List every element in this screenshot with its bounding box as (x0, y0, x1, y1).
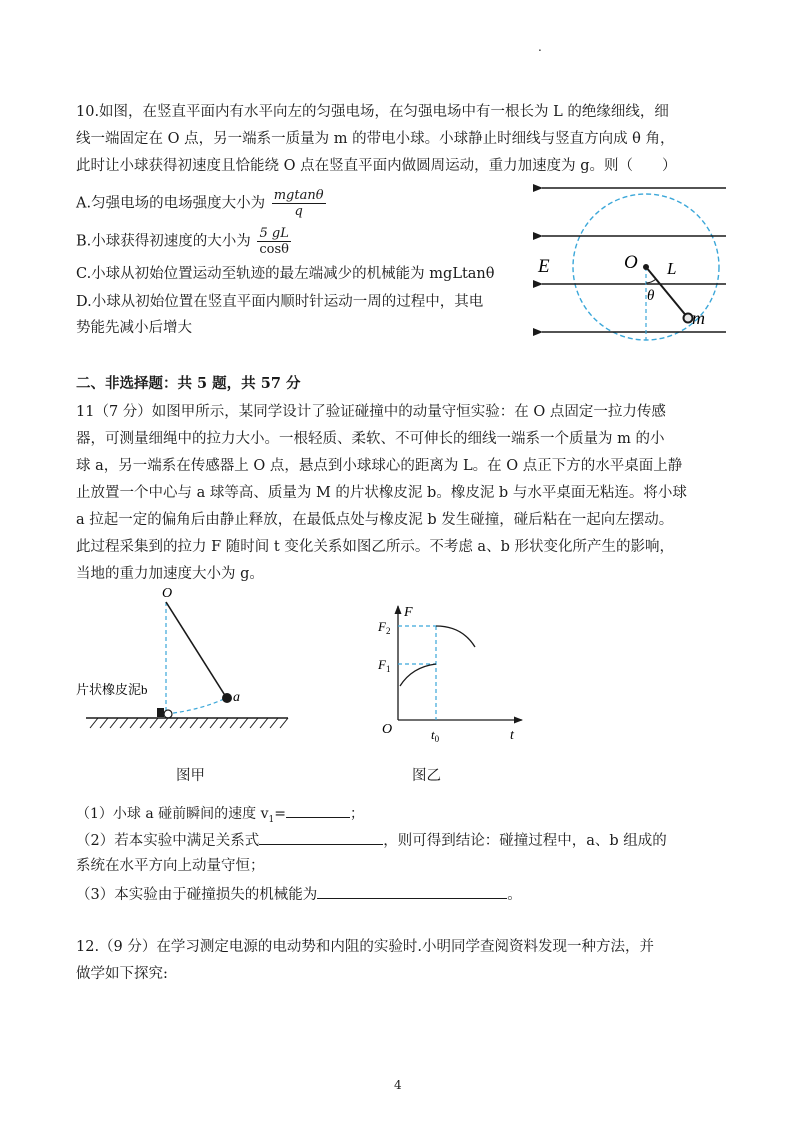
label-f2: $F_2$ (378, 619, 391, 636)
caption-jia: 图甲 (176, 768, 205, 784)
q10-figure (530, 176, 740, 346)
label-clay-b: 片状橡皮泥b (76, 682, 148, 697)
q10-option-b-denominator: cosθ (259, 242, 289, 257)
q11-stem-line-2: 器，可测量细绳中的拉力大小。一根轻质、柔软、不可伸长的细线一端系一个质量为 m 的小 (76, 431, 665, 447)
q11-stem-line-7: 当地的重力加速度大小为 g。 (76, 566, 264, 582)
ball-a (222, 693, 232, 703)
q10-option-d-line-1: D.小球从初始位置在竖直平面内顺时针运动一周的过程中，其电 (76, 294, 484, 310)
q11-sub3 (76, 883, 522, 905)
q11-stem-line-6: 此过程采集到的拉力 F 随时间 t 变化关系如图乙所示。不考虑 a、b 形状变化所产生的影响， (76, 539, 674, 555)
q10-option-d-line-2: 势能先减小后增大 (76, 320, 192, 336)
q11-figure-jia (76, 582, 296, 730)
q10-option-c: C.小球从初始位置运动至轨迹的最左端减少的机械能为 mgLtanθ (76, 266, 495, 282)
label-f-axis: F (404, 605, 413, 620)
q11-stem-line-4: 止放置一个中心与 a 球等高、质量为 M 的片状橡皮泥 b。橡皮泥 b 与水平桌面无粘连。将小球 (76, 485, 687, 501)
q11-sub1-end: ； (349, 806, 364, 822)
clay-b (157, 708, 164, 717)
header-dot: . (538, 40, 542, 54)
force-curve-after (436, 626, 475, 647)
q10-option-a-fraction (272, 188, 326, 219)
label-theta: θ (647, 288, 655, 304)
label-e: E (538, 256, 550, 277)
q11-sub1 (76, 802, 364, 830)
label-m: m (692, 308, 705, 328)
q10-option-a-numerator: mgtanθ (273, 188, 324, 203)
pendulum-string (166, 602, 226, 697)
answer-blank-2[interactable] (259, 829, 383, 845)
q11-sub3-end: 。 (507, 887, 522, 903)
caption-yi: 图乙 (412, 768, 441, 784)
section2-title: 二、非选择题：共 5 题，共 57 分 (76, 375, 301, 392)
q11-figure-yi (374, 600, 524, 748)
q11-stem-line-5: a 拉起一定的偏角后由静止释放，在最低点处与橡皮泥 b 发生碰撞，碰后粘在一起向左摆动。 (76, 512, 674, 528)
q11-sub1-eq: = (274, 806, 286, 822)
q12-stem-line-1: 12.（9 分）在学习测定电源的电动势和内阻的实验时.小明同学查阅资料发现一种方法，并 (76, 939, 654, 955)
answer-blank-3[interactable] (317, 883, 507, 899)
ball-a-bottom-position (164, 710, 172, 718)
q10-option-b-text: B.小球获得初速度的大小为 (76, 233, 251, 250)
label-l: L (667, 259, 677, 278)
table-hatching (90, 718, 288, 728)
q10-option-b (76, 226, 291, 257)
q10-option-a-text: A.匀强电场的电场强度大小为 (76, 195, 266, 212)
label-o-jia: O (162, 586, 173, 601)
label-o-yi: O (382, 722, 393, 737)
q10-stem-line-1: 10.如图，在竖直平面内有水平向左的匀强电场，在匀强电场中有一根长为 L 的绝缘细线，细 (76, 104, 669, 120)
q12-stem-line-2: 做学如下探究: (76, 966, 168, 982)
q11-sub2-end: ，则可得到结论：碰撞过程中，a、b 组成的 (383, 833, 667, 849)
theta-arc (646, 279, 656, 283)
q10-option-b-fraction (257, 226, 291, 257)
q11-sub3-text: （3）本实验由于碰撞损失的机械能为 (76, 887, 318, 903)
q10-option-a-denominator: q (294, 204, 303, 219)
force-curve-before (400, 664, 436, 686)
q11-stem-line-1: 11（7 分）如图甲所示，某同学设计了验证碰撞中的动量守恒实验：在 O 点固定一拉力传感 (76, 404, 666, 420)
q10-option-b-numerator: 5 gL (257, 226, 291, 242)
label-t-axis: t (510, 728, 514, 743)
q11-sub1-text: （1）小球 a 碰前瞬间的速度 v (76, 806, 269, 822)
label-o: O (624, 252, 638, 273)
page-number: 4 (394, 1078, 402, 1092)
q11-sub2 (76, 829, 667, 851)
q11-sub2-line-2: 系统在水平方向上动量守恒； (76, 858, 265, 874)
q11-sub2-text: （2）若本实验中满足关系式 (76, 833, 260, 849)
swing-arc (166, 698, 226, 714)
pivot-point-o (643, 264, 649, 270)
q10-option-a (76, 188, 326, 219)
answer-blank-1[interactable] (286, 802, 350, 818)
label-f1: $F_1$ (378, 657, 391, 674)
label-t0: $t_0$ (431, 727, 440, 744)
q10-stem-line-3: 此时让小球获得初速度且恰能绕 O 点在竖直平面内做圆周运动，重力加速度为 g。则（ ） (76, 158, 677, 174)
q11-stem-line-3: 球 a，另一端系在传感器上 O 点，悬点到小球球心的距离为 L。在 O 点正下方的水平桌面上静 (76, 458, 683, 474)
q10-stem-line-2: 线一端固定在 O 点，另一端系一质量为 m 的带电小球。小球静止时细线与竖直方向成 θ 角， (76, 131, 675, 147)
label-a: a (233, 690, 240, 705)
q11-sub1-subscript: 1 (268, 814, 275, 825)
